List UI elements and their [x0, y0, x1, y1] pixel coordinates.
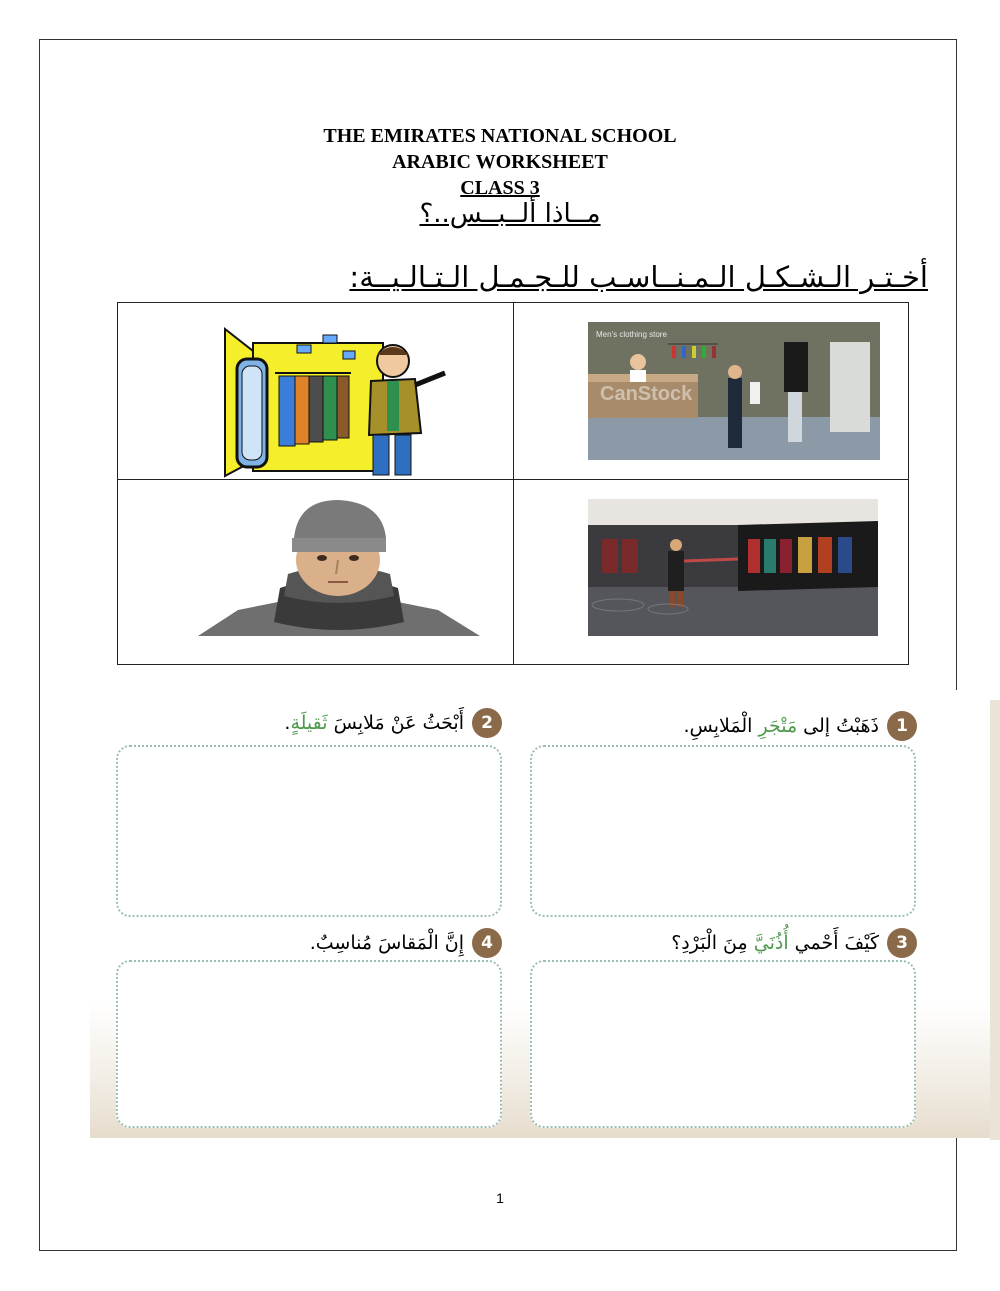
question-4	[310, 928, 502, 958]
question-1	[683, 711, 917, 741]
answer-box-4[interactable]	[116, 960, 502, 1128]
clothing-store-image[interactable]	[588, 322, 880, 460]
question-text: كَيْفَ أَحْمي أُذُنَيَّ مِنَ الْبَرْدِ؟	[671, 932, 879, 954]
question-number-badge: 2	[472, 708, 502, 738]
worksheet-subject: ARABIC WORKSHEET	[392, 151, 608, 173]
question-text: ذَهَبْتُ إلى مَتْجَرِ الْمَلابِسِ.	[683, 715, 879, 737]
answer-box-3[interactable]	[530, 960, 916, 1128]
canstock-watermark: CanStock	[600, 383, 693, 405]
worksheet-title: مــاذا ألــبــس..؟	[419, 199, 601, 229]
shop-interior-image[interactable]	[588, 499, 878, 636]
answer-box-2[interactable]	[116, 745, 502, 917]
school-name: THE EMIRATES NATIONAL SCHOOL	[323, 125, 677, 147]
store-caption: Men's clothing store	[596, 330, 667, 339]
closet-cartoon-image[interactable]	[223, 321, 455, 479]
question-text: إِنَّ الْمَقاسَ مُناسِبٌ.	[309, 932, 464, 954]
instruction-text: أخـتـر الـشـكـل الـمـنــاسـب للـجـمـل الـتـالـيــة:	[349, 260, 928, 294]
background-edge	[990, 700, 1000, 1140]
beanie-scarf-man-image[interactable]	[198, 498, 480, 636]
question-number-badge: 4	[472, 928, 502, 958]
answer-box-1[interactable]	[530, 745, 916, 917]
page-number: 1	[496, 1190, 504, 1206]
question-number-badge: 3	[887, 928, 917, 958]
question-3	[671, 928, 917, 958]
question-text: أَبْحَثُ عَنْ مَلابِسَ ثَقيلَةٍ.	[284, 712, 464, 734]
picture-grid	[117, 302, 909, 665]
class-label: CLASS 3	[460, 177, 540, 199]
question-2	[284, 708, 502, 738]
question-number-badge: 1	[887, 711, 917, 741]
